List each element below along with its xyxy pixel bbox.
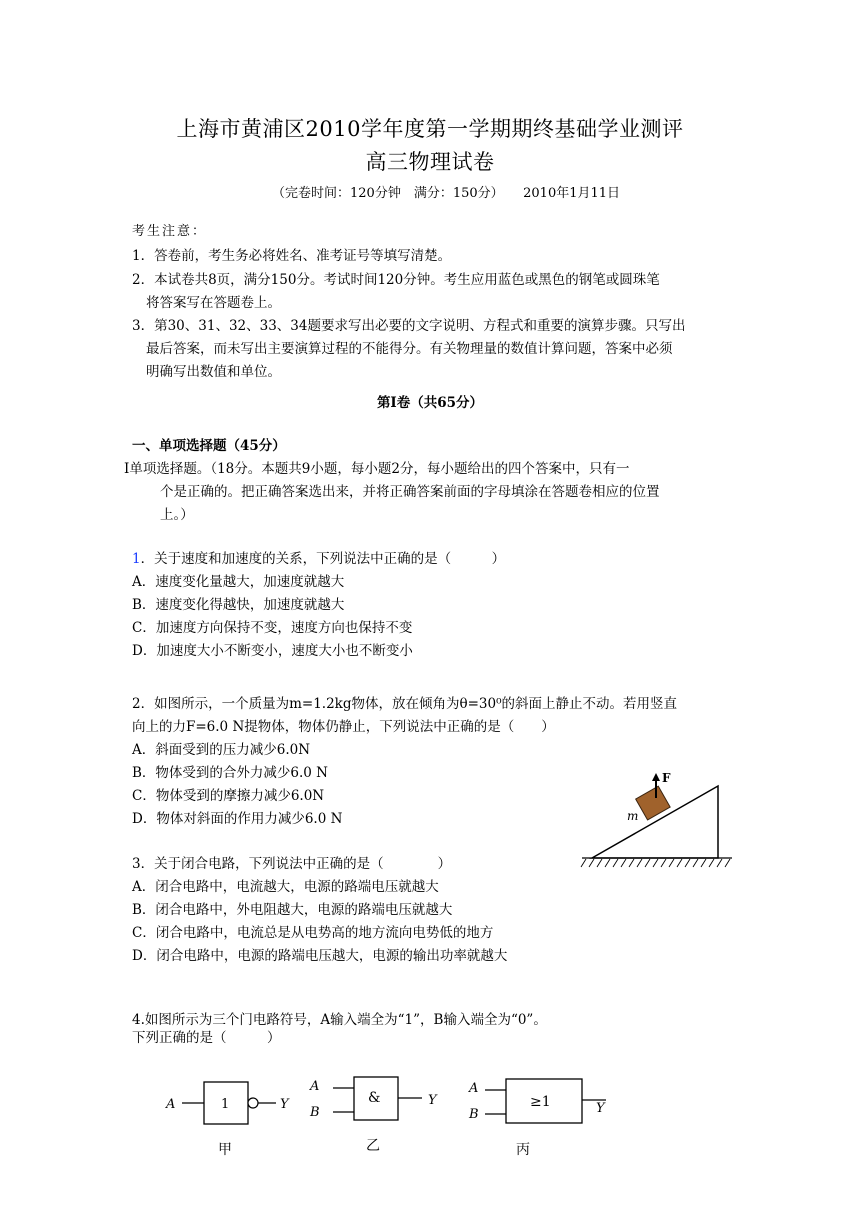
question-4-text: .如图所示为三个门电路符号，A输入端全为“1”，B输入端全为“0”。: [140, 1012, 547, 1028]
incline-figure: [580, 768, 735, 872]
notice-item-3-cont2: 明确写出数值和单位。: [146, 364, 281, 380]
question-2-option-b: B．物体受到的合外力减少6.0 N: [132, 765, 328, 781]
question-2-option-c: C．物体受到的摩擦力减少6.0N: [132, 788, 325, 804]
section-title: 一、单项选择题（45分）: [132, 438, 286, 454]
question-1-option-a: A．速度变化量越大，加速度就越大: [132, 574, 345, 590]
force-arrow-head: [652, 773, 660, 781]
question-1-text: ．关于速度和加速度的关系，下列说法中正确的是（ ）: [140, 551, 506, 567]
instruction-line-3: 上。）: [160, 507, 194, 523]
force-label: F: [662, 771, 671, 785]
gate-or-symbol: ≥1: [530, 1094, 551, 1110]
gate-or-caption: 丙: [516, 1142, 530, 1158]
instruction-line-1: Ⅰ单项选择题。（18分。本题共9小题，每小题2分，每小题给出的四个答案中，只有一: [124, 461, 630, 477]
gate-not-output-y: Y: [280, 1097, 289, 1112]
instruction-line-2: 个是正确的。把正确答案选出来，并将正确答案前面的字母填涂在答题卷相应的位置: [160, 484, 660, 500]
question-3-option-d: D．闭合电路中，电源的路端电压越大，电源的输出功率就越大: [132, 948, 508, 964]
gate-and-input-b: B: [310, 1105, 320, 1120]
gate-and-output-y: Y: [428, 1093, 437, 1108]
page-subtitle: 高三物理试卷: [365, 150, 495, 174]
ground-hatch: [581, 859, 730, 867]
gate-and-caption: 乙: [366, 1138, 380, 1154]
question-1-option-b: B．速度变化得越快，加速度就越大: [132, 597, 345, 613]
gate-and-symbol: &: [368, 1090, 381, 1106]
question-1-option-d: D．加速度大小不断变小，速度大小也不断变小: [132, 643, 413, 659]
gate-and: [309, 1077, 438, 1154]
question-3-number: 3: [132, 856, 141, 872]
question-2-option-a: A．斜面受到的压力减少6.0N: [132, 742, 311, 758]
part1-heading: 第Ⅰ卷（共65分）: [376, 395, 484, 411]
question-2-stem: [132, 698, 677, 712]
gate-not-caption: 甲: [218, 1142, 232, 1158]
question-2-option-d: D．物体对斜面的作用力减少6.0 N: [132, 811, 343, 827]
question-3-option-c: C．闭合电路中，电流总是从电势高的地方流向电势低的地方: [132, 925, 494, 941]
gate-not: [165, 1082, 290, 1158]
question-2-stem-cont: 向上的力F=6.0 N提物体，物体仍静止，下列说法中正确的是（ ）: [132, 719, 555, 735]
question-4-number: 4: [132, 1012, 141, 1028]
question-1-stem: [132, 553, 505, 567]
gate-not-input-a: A: [166, 1097, 176, 1112]
question-2-text: ．如图所示，一个质量为m=1.2kg物体，放在倾角为θ=30⁰的斜面上静止不动。若用竖直: [140, 696, 678, 712]
gate-or-input-b: B: [469, 1107, 479, 1122]
exam-info: （完卷时间：120分钟 满分：150分） 2010年1月11日: [272, 186, 621, 201]
notice-item-2: 2．本试卷共8页，满分150分。考试时间120分钟。考生应用蓝色或黑色的钢笔或圆珠笔: [132, 272, 660, 288]
gate-not-symbol: 1: [221, 1097, 230, 1112]
gate-or-input-a: A: [469, 1081, 479, 1096]
mass-label: m: [627, 809, 639, 823]
question-3-stem: [132, 858, 451, 872]
question-1-number: 1: [132, 551, 141, 567]
question-4-stem-cont: 下列正确的是（ ）: [132, 1030, 281, 1046]
gate-or-output-y: Y: [596, 1101, 605, 1116]
question-3-option-b: B．闭合电路中，外电阻越大，电源的路端电压就越大: [132, 902, 453, 918]
notice-item-2-cont: 将答案写在答题卷上。: [146, 295, 281, 311]
gate-and-input-a: A: [310, 1079, 320, 1094]
notice-item-1: 1．答卷前，考生务必将姓名、准考证号等填写清楚。: [132, 248, 452, 264]
notice-heading: 考生注意：: [132, 224, 208, 239]
page-title: 上海市黄浦区2010学年度第一学期期终基础学业测评: [176, 117, 684, 141]
question-3-text: ．关于闭合电路，下列说法中正确的是（ ）: [140, 856, 452, 872]
block: [636, 786, 670, 820]
gate-or: [468, 1079, 606, 1158]
notice-item-3: 3．第30、31、32、33、34题要求写出必要的文字说明、方程式和重要的演算步骤。只写出: [132, 318, 686, 334]
question-3-option-a: A．闭合电路中，电流越大，电源的路端电压就越大: [132, 879, 439, 895]
logic-gates-figure: [160, 1068, 620, 1160]
question-2-number: 2: [132, 696, 141, 712]
notice-item-3-cont1: 最后答案，而未写出主要演算过程的不能得分。有关物理量的数值计算问题，答案中必须: [146, 341, 673, 357]
inverter-bubble: [248, 1098, 258, 1108]
question-4-stem: [132, 1014, 547, 1028]
question-1-option-c: C．加速度方向保持不变，速度方向也保持不变: [132, 620, 413, 636]
